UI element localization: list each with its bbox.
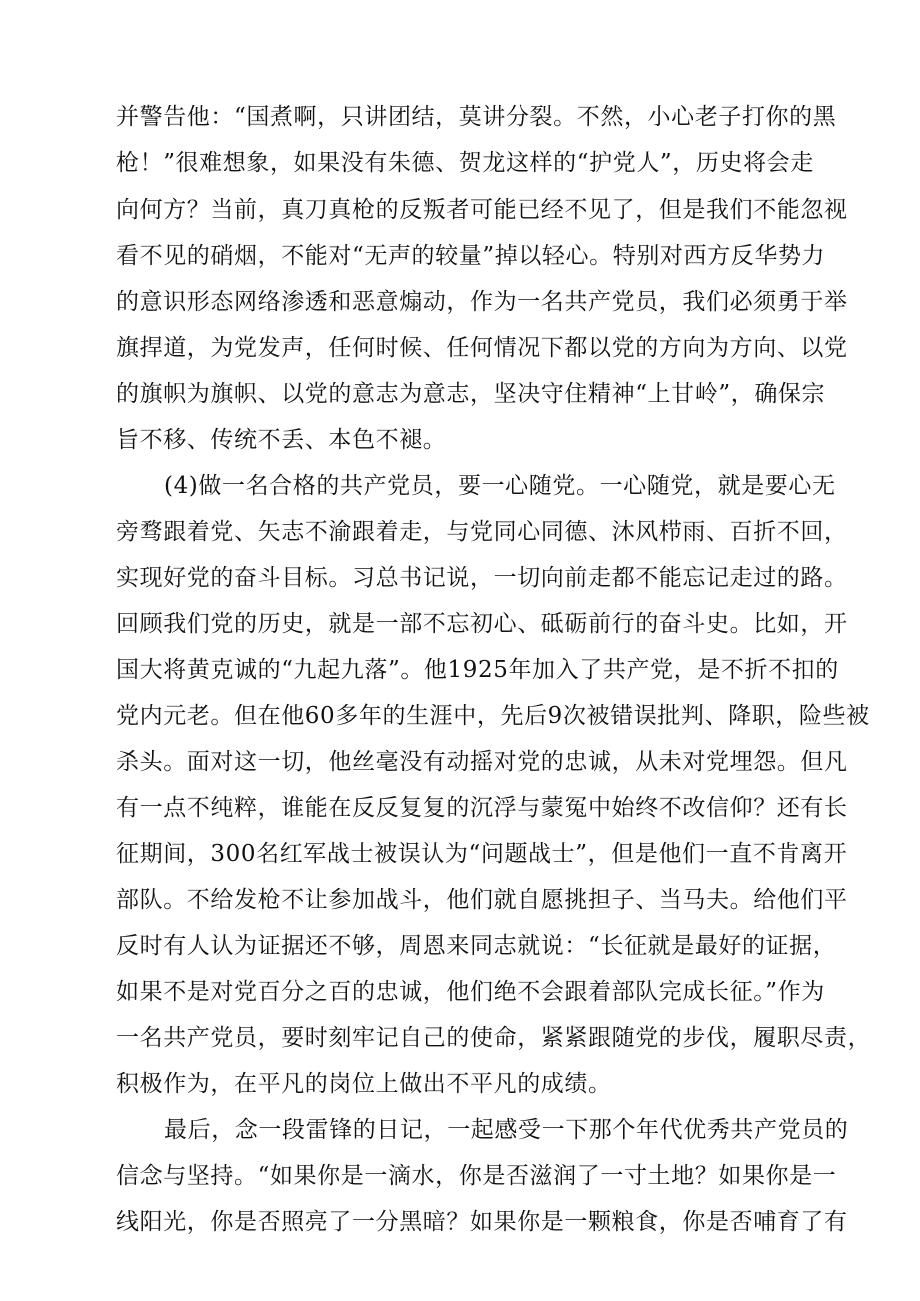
- text-line: 并警告他：“国煮啊，只讲团结，莫讲分裂。不然，小心老子打你的黑: [116, 104, 837, 130]
- text-line: 党内元老。但在他60多年的生涯中，先后9次被错误批判、降职，险些被: [116, 703, 870, 729]
- text-line: 积极作为，在平凡的岗位上做出不平凡的成绩。: [116, 1071, 612, 1097]
- text-line: 回顾我们党的历史，就是一部不忘初心、砥砺前行的奋斗史。比如，开: [116, 611, 848, 637]
- text-line: 的意识形态网络渗透和恶意煽动，作为一名共产党员，我们必须勇于举: [116, 289, 848, 315]
- text-line: 旁骛跟着党、矢志不渝跟着走，与党同心同德、沐风栉雨、百折不回，: [116, 519, 848, 545]
- text-line: 枪！”很难想象，如果没有朱德、贺龙这样的“护党人”，历史将会走: [116, 150, 814, 176]
- text-line: 旗捍道，为党发声，任何时候、任何情况下都以党的方向为方向、以党: [116, 335, 848, 361]
- text-line: 最后，念一段雷锋的日记，一起感受一下那个年代优秀共产党员的: [164, 1117, 849, 1143]
- text-line: 征期间，300名红军战士被误认为“问题战士”，但是他们一直不肯离开: [116, 841, 848, 867]
- text-line: 看不见的硝烟，不能对“无声的较量”掉以轻心。特别对西方反华势力: [116, 243, 826, 269]
- text-line: 旨不移、传统不丢、本色不褪。: [116, 427, 447, 453]
- text-line: 如果不是对党百分之百的忠诚，他们绝不会跟着部队完成长征。”作为: [116, 979, 825, 1005]
- text-line: 杀头。面对这一切，他丝毫没有动摇对党的忠诚，从未对党埋怨。但凡: [116, 749, 848, 775]
- text-line: 实现好党的奋斗目标。习总书记说，一切向前走都不能忘记走过的路。: [116, 565, 848, 591]
- text-line: 反时有人认为证据还不够，周恩来同志就说：“长征就是最好的证据，: [116, 933, 837, 959]
- text-line: 信念与坚持。“如果你是一滴水，你是否滋润了一寸土地？如果你是一: [116, 1163, 837, 1189]
- text-line: 线阳光，你是否照亮了一分黑暗？如果你是一颗粮食，你是否哺育了有: [116, 1209, 848, 1235]
- text-line: (4)做一名合格的共产党员，要一心随党。一心随党，就是要心无: [164, 473, 836, 499]
- text-line: 的旗帜为旗帜、以党的意志为意志，坚决守住精神“上甘岭”，确保宗: [116, 381, 826, 407]
- text-line: 部队。不给发枪不让参加战斗，他们就自愿挑担子、当马夫。给他们平: [116, 887, 848, 913]
- text-line: 国大将黄克诚的“九起九落”。他1925年加入了共产党，是不折不扣的: [116, 657, 839, 683]
- text-line: 向何方？当前，真刀真枪的反叛者可能已经不见了，但是我们不能忽视: [116, 197, 848, 223]
- text-line: 一名共产党员，要时刻牢记自己的使命，紧紧跟随党的步伐，履职尽责，: [116, 1025, 872, 1051]
- text-line: 有一点不纯粹，谁能在反反复复的沉浮与蒙冤中始终不改信仰？还有长: [116, 795, 848, 821]
